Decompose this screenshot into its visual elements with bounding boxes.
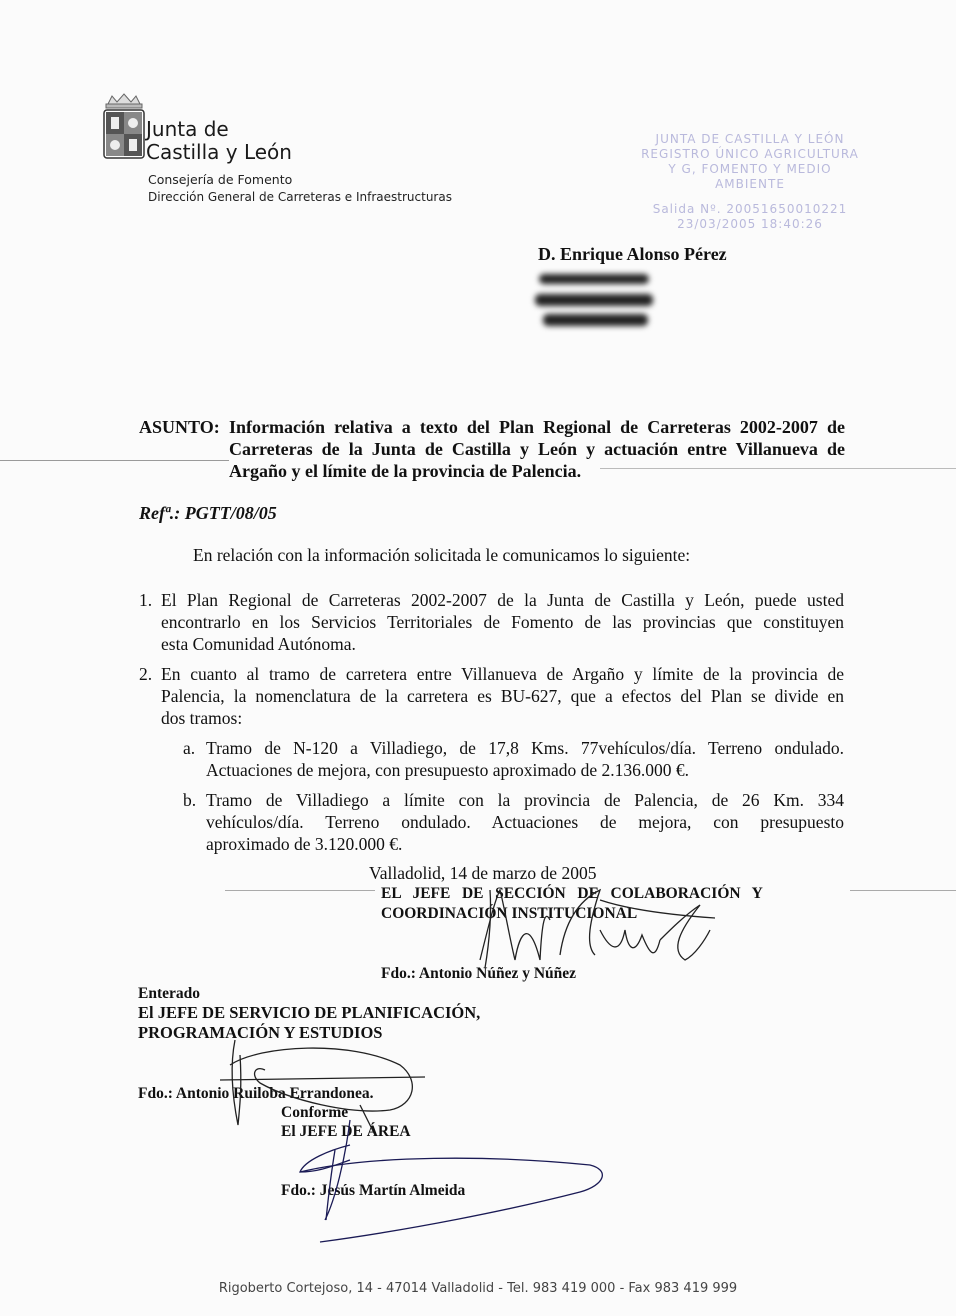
scan-artifact-line — [600, 468, 956, 469]
subitem-a-text — [206, 737, 844, 781]
letterhead — [100, 92, 480, 212]
directorate: Dirección General de Carreteras e Infraestructuras — [148, 190, 452, 204]
scan-artifact-line — [225, 890, 375, 891]
subitem-b-line: aproximado de 3.120.000 €. — [206, 834, 403, 854]
handwritten-signature-1 — [470, 860, 720, 980]
redacted-address — [535, 272, 665, 332]
item-1-text — [161, 589, 844, 655]
org-name-line2: Castilla y León — [146, 140, 292, 164]
org-name-line1: Junta de — [146, 117, 229, 141]
signer2-signed-by: Fdo.: Antonio Ruiloba Errandonea. — [138, 1085, 374, 1102]
reference — [139, 503, 277, 524]
subitem-b-line: vehículos/día. Terreno ondulado. Actuaciones de mejora, con presupuesto — [206, 812, 844, 832]
signer2-title-line1: El JEFE DE SERVICIO DE PLANIFICACIÓN, — [138, 1003, 481, 1022]
signer1-signed-by: Fdo.: Antonio Núñez y Núñez — [381, 965, 577, 982]
date-place: Valladolid, 14 de marzo de 2005 — [369, 863, 597, 883]
item-2-text — [161, 663, 844, 729]
reference-value: PGTT/08/05 — [184, 503, 277, 523]
stamp-line-3: Y G, FOMENTO Y MEDIO — [668, 162, 832, 176]
subitem-a-line: Actuaciones de mejora, con presupuesto aproximado de 2.136.000 €. — [206, 760, 690, 780]
subject-line-3: Argaño y el límite de la provincia de Palencia. — [229, 461, 582, 481]
registry-stamp — [600, 132, 900, 232]
handwritten-signature-3 — [290, 1100, 620, 1250]
subitem-b-text — [206, 789, 844, 855]
stamp-line-6: 23/03/2005 18:40:26 — [677, 217, 823, 231]
signer2-title-line2: PROGRAMACIÓN Y ESTUDIOS — [138, 1023, 383, 1042]
signer3-title: El JEFE DE ÁREA — [281, 1123, 411, 1140]
reference-label: Refª.: — [139, 503, 181, 523]
signer3-signed-by: Fdo.: Jesús Martín Almeida — [281, 1182, 466, 1199]
intro-paragraph: En relación con la información solicitada le comunicamos lo siguiente: — [193, 545, 691, 565]
subject-line-1: Información relativa a texto del Plan Regional de Carreteras 2002-2007 de — [229, 417, 845, 437]
item-1-line: encontrarlo en los Servicios Territoriales de Fomento de las provincias que constituyen — [161, 612, 844, 632]
item-2-line: En cuanto al tramo de carretera entre Villanueva de Argaño y límite de la provincia de — [161, 664, 844, 684]
subject-text — [229, 416, 845, 482]
subject-label: ASUNTO: — [139, 417, 220, 437]
signer1-title-line2: COORDINACIÓN INSTITUCIONAL — [381, 905, 638, 922]
stamp-line-2: REGISTRO ÚNICO AGRICULTURA — [641, 147, 859, 161]
scan-artifact-line — [850, 890, 956, 891]
subitem-a-letter: a. — [183, 738, 196, 758]
department: Consejería de Fomento — [148, 172, 293, 187]
footer-address: Rigoberto Cortejoso, 14 - 47014 Valladolid - Tel. 983 419 000 - Fax 983 419 999 — [218, 1281, 738, 1296]
stamp-line-4: AMBIENTE — [715, 177, 785, 191]
subitem-b-line: Tramo de Villadiego a límite con la provincia de Palencia, de 26 Km. 334 — [206, 790, 844, 810]
subitem-a-line: Tramo de N-120 a Villadiego, de 17,8 Kms. 77vehículos/día. Terreno ondulado. — [206, 738, 844, 758]
signer3-agreed: Conforme — [281, 1104, 349, 1121]
item-1-number: 1. — [139, 590, 153, 610]
item-2-line: Palencia, la nomenclatura de la carretera es BU-627, que a efectos del Plan se divide en — [161, 686, 844, 706]
subject-line-2: Carreteras de la Junta de Castilla y León y actuación entre Villanueva de — [229, 439, 845, 459]
recipient-name: D. Enrique Alonso Pérez — [538, 244, 727, 264]
item-2-line: dos tramos: — [161, 708, 243, 728]
signer2-acknowledged: Enterado — [138, 985, 200, 1002]
subitem-b-letter: b. — [183, 790, 197, 810]
item-2-number: 2. — [139, 664, 153, 684]
scan-artifact-line — [0, 460, 229, 461]
item-1-line: esta Comunidad Autónoma. — [161, 634, 356, 654]
item-1-line: El Plan Regional de Carreteras 2002-2007 de la Junta de Castilla y León, puede usted — [161, 590, 844, 610]
stamp-line-1: JUNTA DE CASTILLA Y LEÓN — [655, 132, 845, 146]
signer1-title-line1: EL JEFE DE SECCIÓN DE COLABORACIÓN Y — [381, 885, 763, 902]
coat-of-arms-logo — [100, 92, 148, 162]
stamp-line-5: Salida Nº. 20051650010221 — [652, 202, 848, 216]
